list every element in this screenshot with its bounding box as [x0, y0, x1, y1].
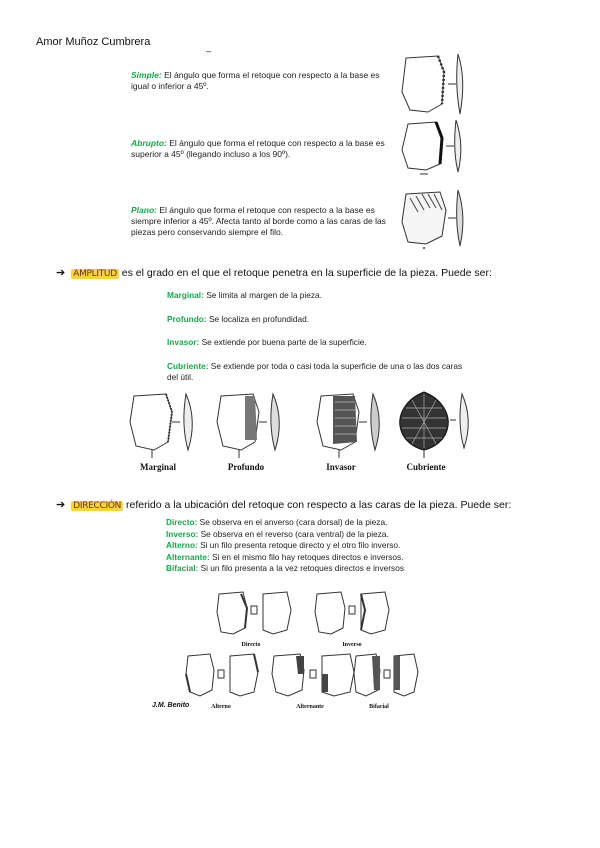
illustration-alternante — [270, 650, 360, 700]
direccion-alternante — [166, 552, 466, 564]
dash-mark: – — [206, 46, 212, 56]
caption-bifacial: Bifacial — [369, 704, 389, 710]
caption-invasor: Invasor — [326, 462, 356, 472]
term-alternante: Alternante: — [166, 551, 210, 562]
def-plano — [131, 205, 391, 238]
text-plano: El ángulo que forma el retoque con respecto a la base es siempre inferior a 45º. Afecta tanto al borde como a las caras de las piezas pero conservando siempre el filo. — [131, 205, 386, 237]
term-directo: Directo: — [166, 517, 198, 527]
direccion-inverso — [166, 529, 466, 541]
text-directo: Se observa en el anverso (cara dorsal) de la pieza. — [197, 517, 388, 527]
illustration-alterno — [184, 650, 264, 700]
caption-inverso: Inverso — [342, 642, 362, 648]
amplitud-cubriente — [167, 361, 469, 383]
illustration-directo — [215, 588, 295, 640]
text-abrupto: El ángulo que forma el retoque con respecto a la base es superior a 45º (llegando incluso a los 90º). — [131, 138, 385, 159]
direccion-bifacial — [166, 563, 466, 575]
illustration-profundo — [215, 390, 295, 460]
caption-alternante: Alternante — [296, 704, 324, 710]
amplitud-invasor — [167, 337, 467, 348]
term-profundo: Profundo: — [167, 314, 207, 324]
term-plano: Plano: — [131, 205, 157, 215]
text-invasor: Se extiende por buena parte de la superficie. — [199, 337, 367, 347]
def-abrupto — [131, 138, 391, 160]
image-credit: J.M. Benito — [152, 702, 190, 709]
amplitud-line — [56, 266, 492, 279]
author-name: Amor Muñoz Cumbrera — [36, 36, 151, 48]
direccion-list — [166, 517, 466, 575]
text-inverso: Se observa en el reverso (cara ventral) de la pieza. — [198, 528, 389, 539]
term-marginal: Marginal: — [167, 290, 204, 300]
text-profundo: Se localiza en profundidad. — [206, 314, 310, 324]
text-simple: El ángulo que forma el retoque con respecto a la base es igual o inferior a 45º. — [131, 70, 380, 91]
term-alterno: Alterno: — [166, 540, 198, 550]
text-cubriente: Se extiende por toda o casi toda la superficie de una o las dos caras del útil. — [167, 361, 463, 382]
direccion-line — [56, 498, 511, 511]
def-simple — [131, 70, 391, 92]
text-bifacial: Si un filo presenta a la vez retoques directos e inversos — [198, 563, 404, 573]
term-invasor: Invasor: — [167, 337, 200, 347]
caption-cubriente: Cubriente — [406, 462, 446, 472]
illustration-plano — [398, 188, 470, 250]
amplitud-marginal — [167, 290, 467, 301]
illustration-bifacial — [352, 650, 422, 700]
text-marginal: Se limita al margen de la pieza. — [203, 290, 322, 300]
illustration-cubriente — [400, 388, 480, 460]
illustration-simple — [398, 52, 470, 124]
term-abrupto: Abrupto: — [131, 138, 167, 148]
term-inverso: Inverso: — [166, 528, 199, 539]
illustration-marginal — [128, 390, 208, 460]
amplitud-text: es el grado en el que el retoque penetra en la superficie de la pieza. Puede ser: — [118, 267, 492, 279]
amplitud-profundo — [167, 314, 467, 325]
caption-alterno: Alterno — [211, 704, 231, 710]
caption-marginal: Marginal — [140, 462, 176, 472]
direccion-alterno — [166, 540, 466, 552]
direccion-text: referido a la ubicación del retoque con respecto a las caras de la pieza. Puede ser: — [123, 499, 512, 511]
text-alternante: Si en el mismo filo hay retoques directos e inversos. — [209, 551, 404, 562]
term-cubriente: Cubriente: — [167, 361, 209, 371]
caption-profundo: Profundo — [227, 462, 265, 472]
illustration-invasor — [315, 390, 395, 460]
amplitud-tag: AMPLITUD — [73, 269, 117, 279]
arrow-icon: ➔ — [56, 499, 66, 511]
caption-directo: Directo — [241, 642, 261, 648]
term-simple: Simple: — [131, 70, 162, 80]
arrow-icon: ➔ — [56, 267, 66, 279]
term-bifacial: Bifacial: — [166, 563, 199, 573]
direccion-tag: DIRECCIÓN — [73, 501, 122, 511]
text-alterno: Si un filo presenta retoque directo y el otro filo inverso. — [197, 540, 401, 550]
direccion-directo — [166, 517, 466, 529]
illustration-inverso — [313, 588, 393, 640]
illustration-abrupto — [398, 120, 470, 180]
